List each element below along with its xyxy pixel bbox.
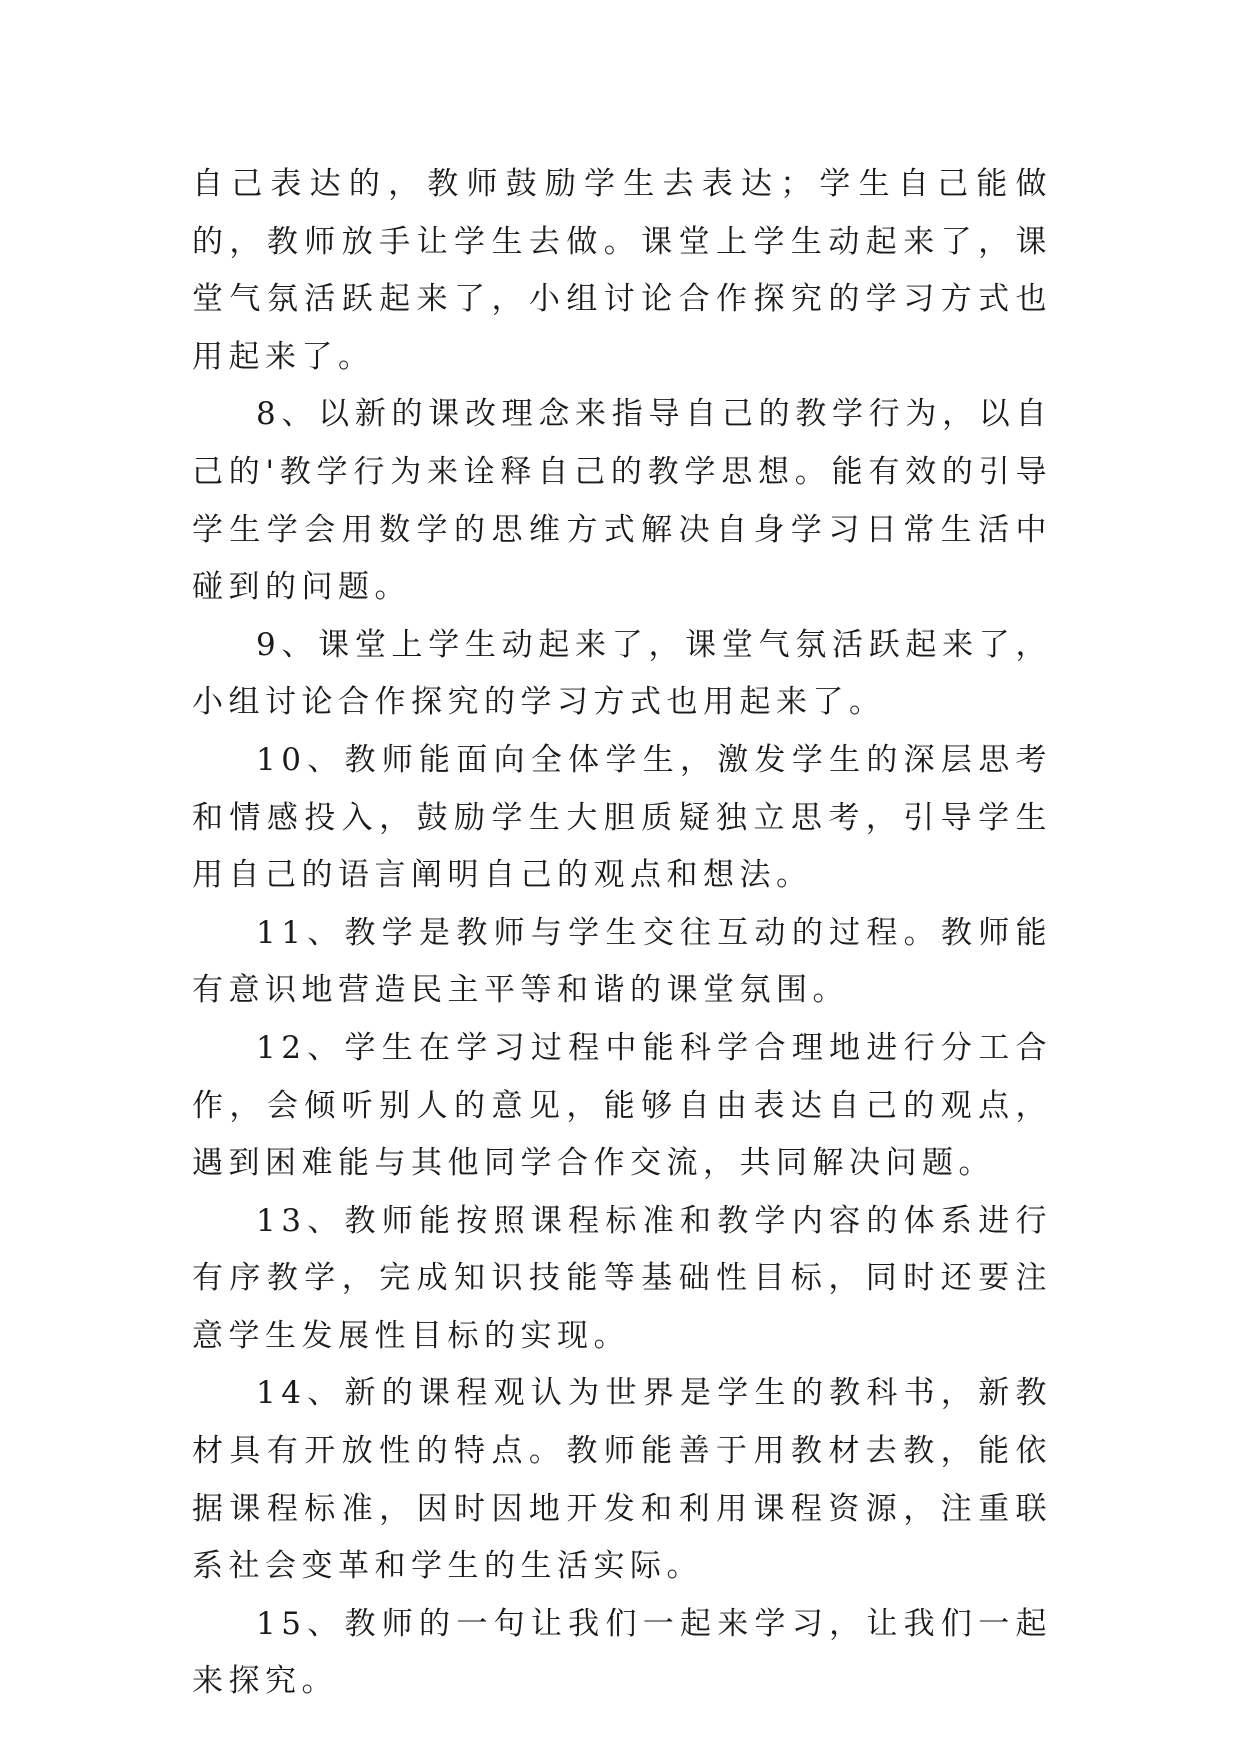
paragraph-item-11: 11、教学是教师与学生交往互动的过程。教师能有意识地营造民主平等和谐的课堂氛围。 bbox=[192, 914, 1052, 1009]
paragraph-item-8: 8、以新的课改理念来指导自己的教学行为，以自己的'教学行为来诠释自己的教学思想。能有效的引导学生学会用数学的思维方式解决自身学习日常生活中碰到的问题。 bbox=[192, 396, 1052, 606]
paragraph-item-10: 10、教师能面向全体学生，激发学生的深层思考和情感投入，鼓励学生大胆质疑独立思考，引导学生用自己的语言阐明自己的观点和想法。 bbox=[192, 741, 1052, 894]
paragraph-item-13: 13、教师能按照课程标准和教学内容的体系进行有序教学，完成知识技能等基础性目标，同时还要注意学生发展性目标的实现。 bbox=[192, 1202, 1052, 1354]
paragraph-continuation: 自己表达的，教师鼓励学生去表达；学生自己能做的，教师放手让学生去做。课堂上学生动起来了，课堂气氛活跃起来了，小组讨论合作探究的学习方式也用起来了。 bbox=[192, 166, 1052, 375]
paragraph-item-15: 15、教师的一句让我们一起来学习，让我们一起来探究。 bbox=[192, 1605, 1052, 1700]
paragraph-item-9: 9、课堂上学生动起来了，课堂气氛活跃起来了，小组讨论合作探究的学习方式也用起来了。 bbox=[192, 626, 1052, 721]
paragraph-item-12: 12、学生在学习过程中能科学合理地进行分工合作，会倾听别人的意见，能够自由表达自己的观点，遇到困难能与其他同学合作交流，共同解决问题。 bbox=[192, 1029, 1052, 1182]
paragraph-item-14: 14、新的课程观认为世界是学生的教科书，新教材具有开放性的特点。教师能善于用教材去教，能依据课程标准，因时因地开发和利用课程资源，注重联系社会变革和学生的生活实际。 bbox=[192, 1375, 1052, 1585]
document-body bbox=[192, 156, 1052, 1711]
